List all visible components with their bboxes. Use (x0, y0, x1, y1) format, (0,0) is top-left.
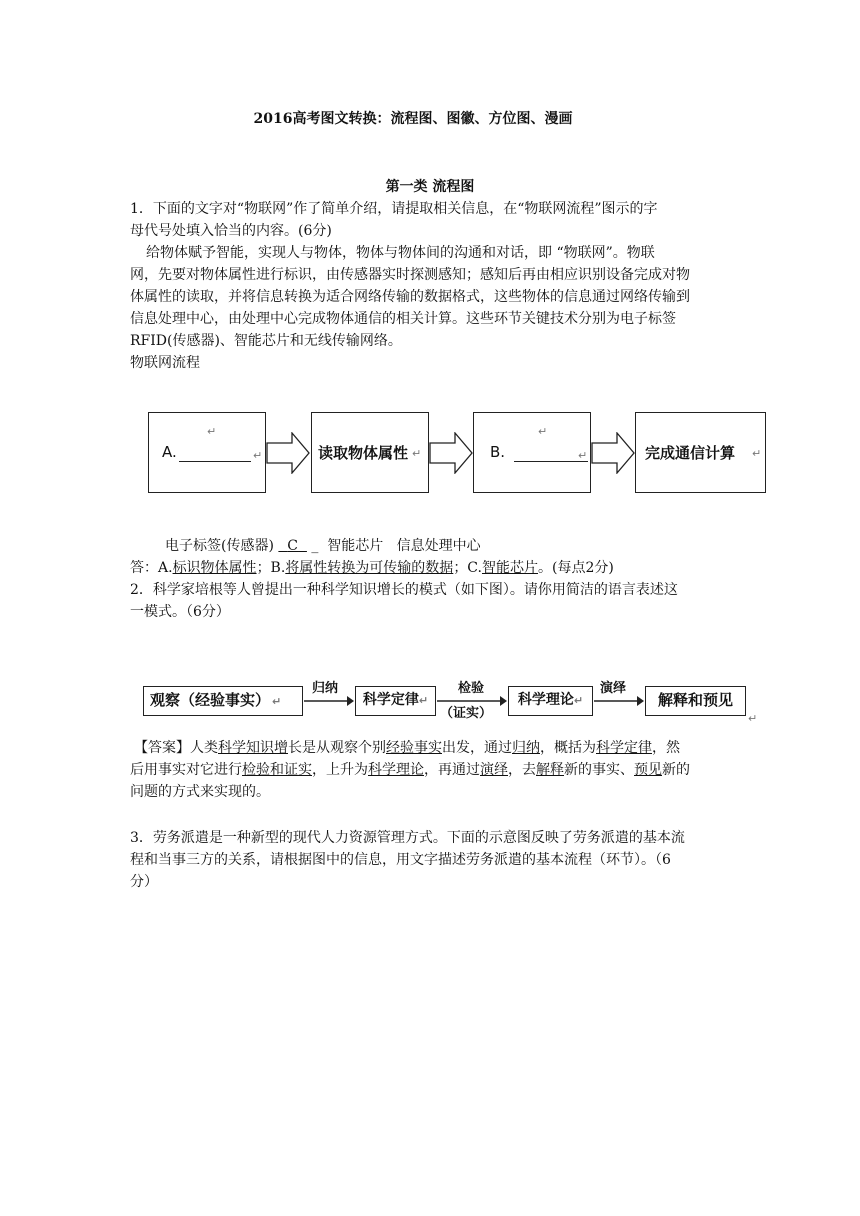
q1-para-line5: RFID(传感器)、智能芯片和无线传输网络。 (130, 333, 402, 349)
box-a-label: A. (162, 443, 177, 461)
flow-caption: 物联网流程 (130, 355, 200, 371)
return-mark: ↵ (253, 449, 263, 462)
f2-box-observe: 观察（经验事实） ↵ (143, 686, 303, 716)
q1-para-line4: 信息处理中心，由处理中心完成物体通信的相关计算。这些环节关键技术分别为电子标签 (130, 311, 676, 327)
q1-line1: 1．下面的文字对“物联网”作了简单介绍，请提取相关信息，在“物联网流程”图示的字 (130, 201, 658, 217)
q2-line2: 一模式。（6分） (130, 604, 230, 620)
q2-line1: 2．科学家培根等人曾提出一种科学知识增长的模式（如下图）。请你用简洁的语言表述这 (130, 582, 678, 598)
q2-answer-line1: 【答案】人类科学知识增长是从观察个别经验事实出发，通过归纳，概括为科学定律，然 (134, 740, 680, 756)
flow-box-read (311, 412, 429, 493)
q2-answer-line3: 问题的方式来实现的。 (130, 784, 270, 800)
f2-label-confirm: （证实） (440, 706, 493, 721)
hint-rfid: 电子标签(传感器) (165, 538, 274, 554)
q1-line2: 母代号处填入恰当的内容。(6分) (130, 223, 332, 239)
return-mark: ↵ (207, 425, 217, 438)
flow-arrow-3 (591, 432, 636, 474)
return-mark: ↵ (752, 447, 762, 460)
box-calc-label: 完成通信计算 (645, 444, 736, 462)
hint-c: C (287, 538, 299, 554)
box-read-label: 读取物体属性 (318, 444, 409, 462)
flow-box-calc (635, 412, 766, 493)
q3-line1: 3．劳务派遣是一种新型的现代人力资源管理方式。下面的示意图反映了劳务派遣的基本流 (130, 830, 685, 846)
answer-a: 标识物体属性 (172, 560, 257, 576)
flow-arrow-2 (429, 432, 474, 474)
flow-hint-line: 电子标签(传感器) C _ 智能芯片 信息处理中心 (165, 538, 481, 554)
f2-label-deduction: 演绎 (600, 681, 627, 696)
return-mark: ↵ (538, 425, 548, 438)
flow-box-a (148, 412, 266, 493)
blank-b (514, 461, 588, 462)
hint-chip: 智能芯片 (327, 538, 384, 554)
f2-box-explain: 解释和预见 (645, 686, 746, 716)
q1-para-line3: 体属性的读取，并将信息转换为适合网络传输的数据格式，这些物体的信息通过网络传输到 (130, 289, 690, 305)
q3-line3: 分） (130, 874, 158, 890)
return-mark: ↵ (748, 712, 758, 725)
flow-arrow-1 (266, 432, 311, 474)
q1-para-line1: 给物体赋予智能，实现人与物体，物体与物体间的沟通和对话，即 “物联网”。物联 (146, 245, 655, 261)
q1-answer: 答：A.标识物体属性；B.将属性转换为可传输的数据；C.智能芯片。(每点2分) (130, 560, 614, 576)
return-mark: ↵ (578, 449, 588, 462)
q1-para-line2: 网，先要对物体属性进行标识，由传感器实时探测感知；感知后再由相应识别设备完成对物 (130, 267, 690, 283)
page-title: 2016高考图文转换：流程图、图徽、方位图、漫画 (253, 111, 573, 127)
f2-box-law: 科学定律↵ (355, 686, 436, 716)
f2-box-theory: 科学理论↵ (508, 686, 593, 716)
answer-c: 智能芯片 (481, 560, 538, 576)
blank-a (179, 461, 251, 462)
hint-center: 信息处理中心 (396, 538, 481, 554)
f2-label-verify: 检验 (458, 681, 485, 696)
q2-answer-line2: 后用事实对它进行检验和证实，上升为科学理论，再通过演绎，去解释新的事实、预见新的 (130, 762, 690, 778)
flow-box-b (473, 412, 591, 493)
f2-label-induction: 归纳 (312, 681, 339, 696)
section-heading: 第一类 流程图 (385, 179, 475, 195)
return-mark: ↵ (412, 447, 422, 460)
q3-line2: 程和当事三方的关系，请根据图中的信息，用文字描述劳务派遣的基本流程（环节）。（6 (130, 852, 671, 868)
box-b-label: B. (490, 443, 506, 461)
answer-b: 将属性转换为可传输的数据 (285, 560, 454, 576)
